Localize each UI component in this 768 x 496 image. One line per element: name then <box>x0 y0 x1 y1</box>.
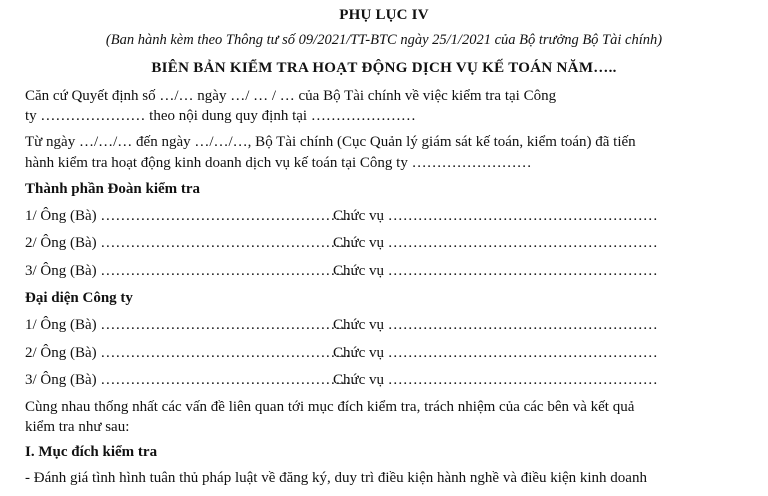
intro-line-2: ty ………………… theo nội dung quy định tại ………………… <box>25 108 416 124</box>
intro-line-1: Căn cứ Quyết định số …/… ngày …/ … / … của Bộ Tài chính về việc kiểm tra tại Công <box>25 88 557 104</box>
member-position-field: Chức vụ ……………………………………………… <box>333 235 658 251</box>
rep-position-field: Chức vụ ……………………………………………… <box>333 317 658 333</box>
intro-line-3: Từ ngày …/…/… đến ngày …/…/…, Bộ Tài chính (Cục Quản lý giám sát kế toán, kiểm toán) đã tiến <box>25 134 636 150</box>
issuance-note: (Ban hành kèm theo Thông tư số 09/2021/TT-BTC ngày 25/1/2021 của Bộ trưởng Bộ Tài chính) <box>105 32 663 48</box>
rep-position-field: Chức vụ ……………………………………………… <box>333 345 658 361</box>
report-title: BIÊN BẢN KIỂM TRA HOẠT ĐỘNG DỊCH VỤ KẾ TOÁN NĂM….. <box>151 60 617 76</box>
rep-name-field: 2/ Ông (Bà) …………………………………………… <box>25 345 356 361</box>
member-position-field: Chức vụ ……………………………………………… <box>333 208 658 224</box>
rep-name-field: 3/ Ông (Bà) …………………………………………… <box>25 372 356 388</box>
section-1-heading: I. Mục đích kiểm tra <box>25 444 158 460</box>
intro-line-4: hành kiểm tra hoạt động kinh doanh dịch vụ kế toán tại Công ty …………………… <box>25 155 532 171</box>
member-name-field: 3/ Ông (Bà) …………………………………………… <box>25 263 356 279</box>
appendix-title: PHỤ LỤC IV <box>339 7 429 23</box>
inspection-team-heading: Thành phần Đoàn kiểm tra <box>25 181 201 197</box>
agreement-line-1: Cùng nhau thống nhất các vấn đề liên quan tới mục đích kiểm tra, trách nhiệm của các bên và kết quả <box>25 399 635 415</box>
rep-position-field: Chức vụ ……………………………………………… <box>333 372 658 388</box>
rep-name-field: 1/ Ông (Bà) …………………………………………… <box>25 317 356 333</box>
section-1-line-1: - Đánh giá tình hình tuân thủ pháp luật về đăng ký, duy trì điều kiện hành nghề và điều kiện kinh doanh <box>25 470 647 486</box>
member-position-field: Chức vụ ……………………………………………… <box>333 263 658 279</box>
agreement-line-2: kiểm tra như sau: <box>25 419 130 435</box>
company-rep-heading: Đại diện Công ty <box>25 290 133 306</box>
member-name-field: 1/ Ông (Bà) …………………………………………… <box>25 208 356 224</box>
member-name-field: 2/ Ông (Bà) …………………………………………… <box>25 235 356 251</box>
